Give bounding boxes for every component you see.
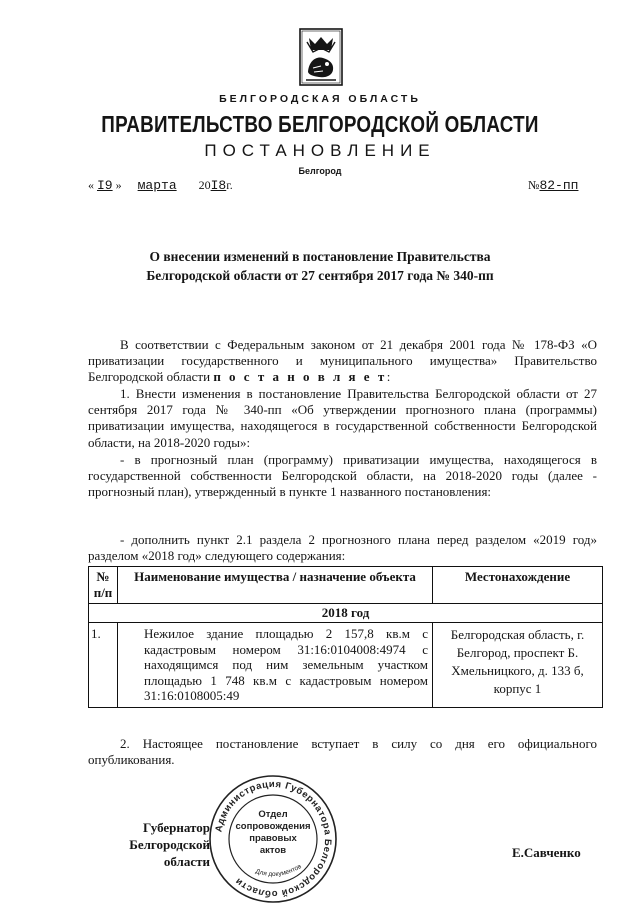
item-2-text: 2. Настоящее постановление вступает в силу со дня его официального опубликования. [88,736,597,768]
coat-of-arms-emblem [299,28,343,86]
paragraph-subitem-plan [88,452,597,501]
header-location: Местонахождение [433,567,603,604]
stamp-center-line-4: актов [259,845,287,856]
signatory-name: Е.Савченко [512,845,581,860]
svg-text:Для документов [255,863,304,878]
date-year-prefix: 20 [198,178,211,192]
document-type: ПОСТАНОВЛЕНИЕ [204,141,436,160]
position-line-2: Белгородской области [129,837,210,869]
stamp-center-line-2: сопровождения [235,821,311,832]
stamp-center-line-1: Отдел [258,809,288,820]
signatory-position [88,819,210,870]
title-line-1: О внесении изменений в постановление Правительства [149,249,491,264]
date-year-unit: г. [226,178,233,192]
privatization-table [88,566,603,708]
date-open-quote: « [88,178,94,192]
item-1-text: 1. Внести изменения в постановление Правительства Белгородской области от 27 сентября 2017 года № 340-пп «Об утверждении прогнозного плана (программы) приватизации имущества, находящегося в государственной собственности Белгородской области, на 2018-2020 годы»: [88,386,597,450]
table-section-row [89,604,603,623]
row-name: Нежилое здание площадью 2 157,8 кв.м с кадастровым номером 31:16:0104008:4974 с находящимся под ним земельным участком площадью 1 748 кв.м с кадастровым номером 31:16:0108005:49 [118,623,433,708]
number-sign: № [528,178,540,192]
date-year-suffix: I8 [210,178,227,193]
table-header-row [89,567,603,604]
document-title [0,247,640,285]
position-line-1: Губернатор [142,820,210,835]
date-day: I9 [97,178,113,193]
paragraph-preamble [88,337,597,386]
stamp-center-line-3: правовых [249,833,297,844]
preamble-text: В соответствии с Федеральным законом от 21 декабря 2001 года № 178-ФЗ «О приватизации государственного и муниципального имущества» Правительство Белгородской области [88,337,597,385]
header-num: № п/п [89,567,118,604]
title-line-2: Белгородской области от 27 сентября 2017 года № 340-пп [146,268,494,283]
date-month: марта [137,178,177,193]
government-heading: ПРАВИТЕЛЬСТВО БЕЛГОРОДСКОЙ ОБЛАСТИ [101,111,539,137]
document-date [88,178,233,193]
document-number [528,178,578,193]
official-stamp [207,773,339,905]
stamp-ring-text: Администрация Губернатора Белгородской области [213,778,334,900]
paragraph-item-2 [88,736,597,768]
section-year: 2018 год [89,604,603,623]
stamp-bottom-text: Для документов [254,863,303,879]
paragraph-subitem-add [88,532,597,564]
row-num: 1. [89,623,118,708]
decree-verb: п о с т а н о в л я е т [213,369,387,385]
table-row [89,623,603,708]
region-heading: БЕЛГОРОДСКАЯ ОБЛАСТЬ [219,93,421,105]
subitem-plan-text: - в прогнозный план (программу) приватизации имущества, находящегося в государственной собственности Белгородской области, на 2018-2020 годы (далее - прогнозный план), утвержденный в пункте 1 названного постановления: [88,452,597,500]
paragraph-item-1 [88,386,597,451]
header-name: Наименование имущества / назначение объекта [118,567,433,604]
number-value: 82-пп [539,178,579,193]
date-close-quote: » [115,178,122,192]
preamble-end: : [386,369,391,385]
subitem-add-text: - дополнить пункт 2.1 раздела 2 прогнозного плана перед разделом «2019 год» разделом «2018 год» следующего содержания: [88,532,597,564]
row-location: Белгородская область, г. Белгород, проспект Б. Хмельницкого, д. 133 б, корпус 1 [433,623,603,708]
city-label: Белгород [298,166,342,176]
